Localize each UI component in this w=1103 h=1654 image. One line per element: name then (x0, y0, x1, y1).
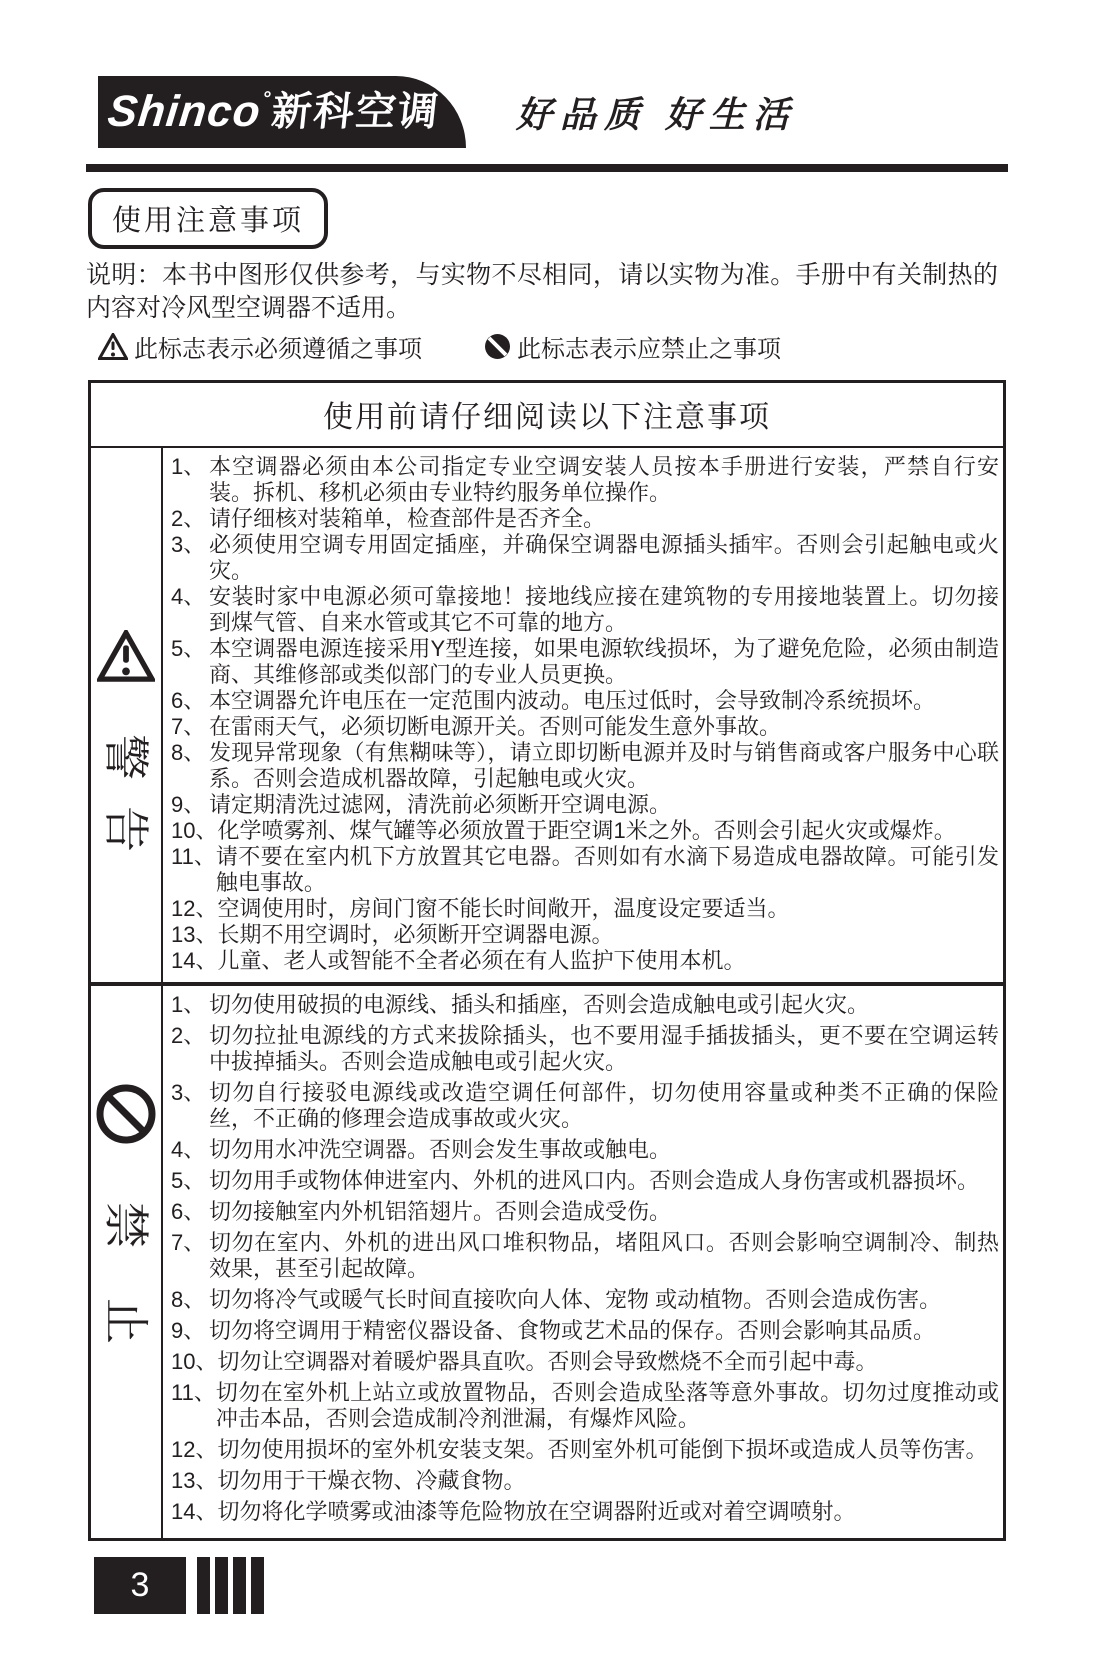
notice-item-number: 10、 (171, 1349, 218, 1374)
notice-item (171, 922, 999, 948)
notice-item-text: 切勿使用损坏的室外机安装支架。否则室外机可能倒下损坏或造成人员等伤害。 (217, 1437, 988, 1462)
notice-item-text: 本空调器电源连接采用Y型连接，如果电源软线损坏，为了避免危险，必须由制造商、其维修部或类似部门的专业人员更换。 (209, 636, 999, 687)
notice-item-text: 切勿将空调用于精密仪器设备、食物或艺术品的保存。否则会影响其品质。 (209, 1318, 936, 1343)
prohibition-icon (484, 333, 511, 360)
footer-bar (215, 1557, 228, 1614)
footer-bars (192, 1557, 264, 1614)
notice-item (171, 454, 999, 506)
legend-warning (98, 329, 422, 364)
notice-item-number: 8、 (171, 740, 206, 765)
notice-item-text: 儿童、老人或智能不全者必须在有人监护下使用本机。 (217, 948, 746, 973)
page-number: 3 (94, 1557, 186, 1614)
legend-warning-label: 此标志表示必须遵循之事项 (134, 336, 422, 363)
notice-item-number: 14、 (171, 948, 218, 973)
notice-item-text: 切勿用水冲洗空调器。否则会发生事故或触电。 (209, 1137, 672, 1162)
footer-bar (251, 1557, 264, 1614)
notice-item (171, 844, 999, 896)
notice-item-text: 请仔细核对装箱单，检查部件是否齐全。 (209, 506, 606, 531)
notice-item-number: 3、 (171, 532, 206, 557)
notice-item-text: 切勿在室内、外机的进出风口堆积物品，堵阻风口。否则会影响空调制冷、制热效果，甚至引起故障。 (209, 1230, 999, 1281)
notice-item (171, 1437, 999, 1463)
notice-item-text: 切勿在室外机上站立或放置物品，否则会造成坠落等意外事故。切勿过度推动或冲击本品，否则会造成制冷剂泄漏，有爆炸风险。 (215, 1380, 999, 1431)
logo-degree-mark: ° (262, 88, 273, 110)
rotated-char: 告 (100, 806, 152, 852)
notice-item (171, 714, 999, 740)
page-content (86, 0, 1006, 1614)
notice-item (171, 1199, 999, 1225)
notice-item (171, 896, 999, 922)
prohibition-section-row (91, 982, 1003, 1538)
notice-item-number: 7、 (171, 714, 206, 739)
page-footer (94, 1557, 1006, 1614)
notice-item-text: 化学喷雾剂、煤气罐等必须放置于距空调1米之外。否则会引起火灾或爆炸。 (217, 818, 956, 843)
notice-item-text: 必须使用空调专用固定插座，并确保空调器电源插头插牢。否则会引起触电或火灾。 (209, 532, 999, 583)
brand-slogan: 好品质 好生活 (516, 94, 798, 135)
notice-item (171, 792, 999, 818)
notice-item-number: 7、 (171, 1230, 206, 1255)
rotated-char: 警 (100, 734, 152, 780)
notice-item (171, 1349, 999, 1375)
notice-item-text: 切勿用于干燥衣物、冷藏食物。 (217, 1468, 526, 1493)
notice-item (171, 1287, 999, 1313)
logo-cn-text: 新科空调 (269, 90, 443, 134)
notice-item-text: 空调使用时，房间门窗不能长时间敞开，温度设定要适当。 (217, 896, 790, 921)
notice-item (171, 688, 999, 714)
notice-item-text: 切勿拉扯电源线的方式来拔除插头，也不要用湿手插拔插头，更不要在空调运转中拔掉插头。否则会造成触电或引起火灾。 (209, 1023, 999, 1074)
section-title-badge: 使用注意事项 (88, 188, 328, 249)
warning-triangle-icon (98, 333, 128, 360)
prohibition-icon (96, 1084, 156, 1144)
notice-item-number: 12、 (171, 1437, 218, 1462)
legend-row (98, 329, 1006, 364)
notice-item-number: 2、 (171, 1023, 206, 1048)
notice-item-number: 9、 (171, 1318, 206, 1343)
prohibition-icon-cell (91, 986, 163, 1538)
notice-item-number: 12、 (171, 896, 218, 921)
legend-prohibition (484, 329, 781, 364)
notice-item-text: 长期不用空调时，必须断开空调器电源。 (217, 922, 614, 947)
notice-item (171, 584, 999, 636)
notice-item-text: 安装时家中电源必须可靠接地！接地线应接在建筑物的专用接地装置上。切勿接到煤气管、自来水管或其它不可靠的地方。 (209, 584, 999, 635)
notice-item-number: 6、 (171, 688, 206, 713)
warning-icon-cell (91, 448, 163, 982)
notice-item (171, 1468, 999, 1494)
notice-item (171, 1168, 999, 1194)
notice-item-number: 8、 (171, 1287, 206, 1312)
notice-item-number: 11、 (171, 1380, 216, 1405)
notice-item-text: 切勿用手或物体伸进室内、外机的进风口内。否则会造成人身伤害或机器损坏。 (209, 1168, 980, 1193)
warning-section-row (91, 448, 1003, 982)
notice-item-text: 切勿将化学喷雾或油漆等危险物放在空调器附近或对着空调喷射。 (217, 1499, 856, 1524)
notice-item (171, 818, 999, 844)
notice-item-text: 切勿将冷气或暖气长时间直接吹向人体、宠物 或动植物。否则会造成伤害。 (209, 1287, 942, 1312)
rotated-char: 止 (100, 1298, 152, 1344)
notice-item-number: 4、 (171, 584, 206, 609)
notice-item-number: 13、 (171, 1468, 218, 1493)
notice-item-number: 13、 (171, 922, 218, 947)
notice-item (171, 506, 999, 532)
notice-item (171, 1380, 999, 1432)
notice-item-number: 5、 (171, 1168, 206, 1193)
footer-bar (233, 1557, 246, 1614)
rotated-char: 禁 (100, 1202, 152, 1248)
notice-item-text: 本空调器必须由本公司指定专业空调安装人员按本手册进行安装，严禁自行安装。拆机、移机必须由专业特约服务单位操作。 (209, 454, 999, 505)
notice-item-text: 请不要在室内机下方放置其它电器。否则如有水滴下易造成电器故障。可能引发触电事故。 (215, 844, 999, 895)
notice-item (171, 1023, 999, 1075)
notice-item-number: 9、 (171, 792, 206, 817)
notice-item-text: 发现异常现象（有焦糊味等），请立即切断电源并及时与销售商或客户服务中心联系。否则会造成机器故障，引起触电或火灾。 (209, 740, 999, 791)
notice-item-number: 2、 (171, 506, 206, 531)
note-paragraph: 说明：本书中图形仅供参考，与实物不尽相同，请以实物为准。手册中有关制热的内容对冷风型空调器不适用。 (86, 261, 998, 322)
notice-table (88, 380, 1006, 1541)
notice-item-text: 请定期清洗过滤网，清洗前必须断开空调电源。 (209, 792, 672, 817)
notice-item-text: 在雷雨天气，必须切断电源开关。否则可能发生意外事故。 (209, 714, 782, 739)
shinco-logo (98, 76, 466, 148)
notice-item-number: 5、 (171, 636, 206, 661)
notice-item-text: 本空调器允许电压在一定范围内波动。电压过低时，会导致制冷系统损坏。 (209, 688, 936, 713)
notice-item (171, 948, 999, 974)
notice-item-text: 切勿接触室内外机铝箔翅片。否则会造成受伤。 (209, 1199, 672, 1224)
warning-vertical-label (101, 732, 151, 854)
notice-table-title: 使用前请仔细阅读以下注意事项 (91, 383, 1003, 448)
notice-item (171, 1499, 999, 1525)
notice-item (171, 992, 999, 1018)
notice-item-number: 10、 (171, 818, 218, 843)
notice-item (171, 1080, 999, 1132)
legend-prohibition-label: 此标志表示应禁止之事项 (517, 336, 781, 363)
notice-item-number: 4、 (171, 1137, 206, 1162)
header-divider (86, 164, 1008, 172)
notice-item-number: 6、 (171, 1199, 206, 1224)
notice-item-text: 切勿使用破损的电源线、插头和插座，否则会造成触电或引起火灾。 (209, 992, 870, 1017)
notice-item-number: 11、 (171, 844, 216, 869)
notice-item-number: 1、 (171, 454, 206, 479)
page-header (86, 76, 1006, 148)
notice-item (171, 532, 999, 584)
notice-item-number: 3、 (171, 1080, 206, 1105)
notice-item (171, 1230, 999, 1282)
notice-item-number: 14、 (171, 1499, 218, 1524)
warning-items-list (163, 448, 1003, 982)
footer-bar (197, 1557, 210, 1614)
warning-triangle-icon (97, 630, 155, 682)
notice-item (171, 1137, 999, 1163)
notice-item-number: 1、 (171, 992, 206, 1017)
prohibition-items-list (163, 986, 1003, 1538)
notice-item-text: 切勿自行接驳电源线或改造空调任何部件，切勿使用容量或种类不正确的保险丝，不正确的修理会造成事故或火灾。 (209, 1080, 999, 1131)
notice-item (171, 740, 999, 792)
logo-en-text: Shinco (105, 87, 264, 136)
notice-item (171, 636, 999, 688)
prohibition-vertical-label (101, 1200, 151, 1346)
notice-item-text: 切勿让空调器对着暖炉器具直吹。否则会导致燃烧不全而引起中毒。 (217, 1349, 878, 1374)
notice-item (171, 1318, 999, 1344)
shinco-logo-text (105, 80, 443, 144)
